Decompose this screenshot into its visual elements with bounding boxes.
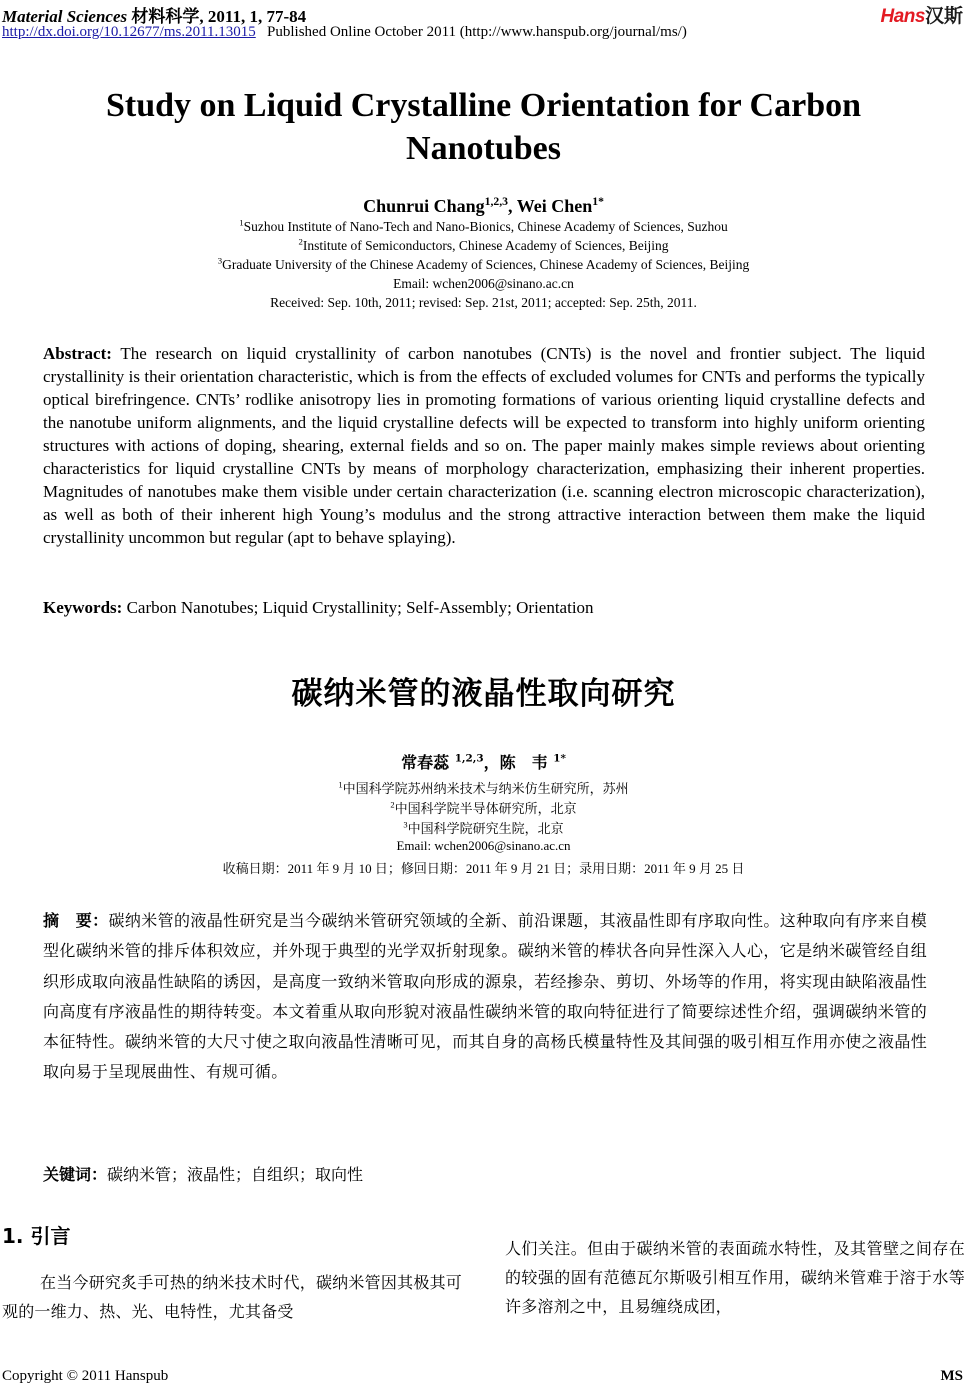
author-separator: , bbox=[508, 196, 517, 216]
doi-link[interactable]: http://dx.doi.org/10.12677/ms.2011.13015 bbox=[2, 24, 256, 40]
affil-text: Institute of Semiconductors, Chinese Academy of Sciences, Beijing bbox=[302, 238, 669, 253]
author-name: Wei Chen bbox=[516, 196, 593, 216]
affil-sup: 1 bbox=[239, 217, 244, 228]
author-name: Chunrui Chang bbox=[363, 196, 485, 216]
email: Email: wchen2006@sinano.ac.cn bbox=[393, 276, 574, 291]
journal-abbr: MS bbox=[940, 1368, 963, 1384]
author-list-cn bbox=[0, 750, 967, 773]
publisher-logo bbox=[881, 1, 963, 28]
affiliation bbox=[0, 257, 967, 273]
abstract-text-cn: 碳纳米管的液晶性研究是当今碳纳米管研究领域的全新、前沿课题，其液晶性即有序取向性。这种取向有序来自模型化碳纳米管的排斥体积效应，并外现于典型的光学双折射现象。碳纳米管的棒状各向异性深入人心，它是纳米碳管经自组织形成取向液晶性缺陷的诱因，是高度一致纳米管取向形成的源泉，若经掺杂、剪切、外场等的作用，将实现由缺陷液晶性向高度有序液晶性的期待转变。本文着重从取向形貌对液晶性碳纳米管的取向特征进行了简要综述性介绍，强调碳纳米管的本征特性。碳纳米管的大尺寸使之取向液晶性清晰可见，而其自身的高杨氏模量特性及其间强的吸引相互作用亦使之液晶性取向易于呈现展曲性、有规可循。 bbox=[43, 911, 927, 1082]
author-affil-sup: 1* bbox=[592, 195, 604, 208]
affil-text: 中国科学院半导体研究所，北京 bbox=[394, 801, 577, 816]
author-separator: ， bbox=[483, 753, 500, 772]
journal-name: Material Sciences bbox=[2, 7, 128, 26]
dates-cn: 收稿日期：2011 年 9 月 10 日；修回日期：2011 年 9 月 21 日；录用日期：2011 年 9 月 25 日 bbox=[222, 861, 745, 876]
affil-text: 中国科学院苏州纳米技术与纳米仿生研究所，苏州 bbox=[342, 781, 629, 796]
published-info: Published Online October 2011 (http://www.hanspub.org/journal/ms/) bbox=[267, 24, 687, 40]
abstract-text: The research on liquid crystallinity of carbon nanotubes (CNTs) is the novel and frontier subject. The liquid crystallinity is their orientation characteristic, which is from the effects of excluded volumes for CNTs and performs the typically optical birefringence. CNTs’ rodlike anisotropy lies in promoting formations of various orienting liquid crystalline defects and the nanotube uniform alignments, and the liquid crystalline defects will be expected to transform into highly uniform orienting structures with actions of doping, shearing, external fields and so on. The paper mainly makes simple reviews about orienting characteristics for liquid crystalline CNTs by means of morphology characterization, emphasizing their inherent properties. Magnitudes of nanotubes make them visible under certain characterization (i.e. scanning electron microscopic characterization), as well as both of their inherent high Young’s modulus and the strong attractive interaction between them make the liquid crystallinity uncommon but regular (apt to behave splaying). bbox=[43, 344, 925, 547]
abstract-label: Abstract: bbox=[43, 344, 112, 363]
paper-title: Study on Liquid Crystalline Orientation for Carbon Nanotubes bbox=[105, 87, 862, 167]
affil-sup: 1 bbox=[338, 779, 343, 790]
affiliation bbox=[0, 219, 967, 235]
copyright: Copyright © 2011 Hanspub bbox=[2, 1368, 169, 1384]
affiliation bbox=[0, 238, 967, 254]
doi-line bbox=[2, 24, 687, 41]
affil-sup: 3 bbox=[217, 255, 223, 266]
keywords-cn bbox=[43, 1162, 363, 1185]
keywords-label: Keywords: bbox=[43, 598, 123, 617]
abstract bbox=[43, 342, 925, 549]
affiliation-cn bbox=[0, 798, 967, 817]
affil-text: Suzhou Institute of Nano-Tech and Nano-Bionics, Chinese Academy of Sciences, Suzhou bbox=[243, 219, 728, 234]
keywords-text-cn: 碳纳米管；液晶性；自组织；取向性 bbox=[107, 1165, 364, 1184]
affil-text: 中国科学院研究生院，北京 bbox=[407, 821, 564, 836]
affil-sup: 3 bbox=[403, 819, 408, 830]
logo-cn: 汉斯 bbox=[924, 6, 963, 27]
affil-sup: 2 bbox=[390, 799, 395, 810]
abstract-cn bbox=[43, 906, 927, 1088]
author-list bbox=[0, 196, 967, 217]
dates: Received: Sep. 10th, 2011; revised: Sep. 21st, 2011; accepted: Sep. 25th, 2011. bbox=[270, 295, 697, 310]
affil-sup: 2 bbox=[298, 236, 303, 247]
keywords-text: Carbon Nanotubes; Liquid Crystallinity; Self-Assembly; Orientation bbox=[122, 598, 594, 617]
affiliation-cn bbox=[0, 818, 967, 837]
keywords-label-cn: 关键词： bbox=[43, 1165, 108, 1184]
keywords bbox=[43, 598, 594, 618]
section-heading: 1. 引言 bbox=[2, 1224, 71, 1248]
journal-name-cn: 材料科学 bbox=[131, 7, 200, 26]
affil-text: Graduate University of the Chinese Academy of Sciences, Chinese Academy of Sciences, Beijing bbox=[222, 257, 750, 272]
email-cn: Email: wchen2006@sinano.ac.cn bbox=[396, 838, 571, 853]
author-name-cn: 常春蕊 bbox=[401, 753, 450, 772]
body-column-right: 人们关注。但由于碳纳米管的表面疏水特性，及其管壁之间存在的较强的固有范德瓦尔斯吸引相互作用，碳纳米管难于溶于水等许多溶剂之中，且易缠绕成团， bbox=[505, 1239, 965, 1316]
author-affil-sup: 1* bbox=[553, 752, 566, 765]
paper-title-cn: 碳纳米管的液晶性取向研究 bbox=[291, 676, 676, 712]
abstract-label-cn: 摘 要： bbox=[43, 911, 109, 930]
author-affil-sup: 1,2,3 bbox=[484, 195, 509, 208]
journal-meta: , 2011, 1, 77-84 bbox=[199, 7, 307, 26]
author-name-cn: 陈 韦 bbox=[499, 753, 548, 772]
body-column-left: 在当今研究炙手可热的纳米技术时代，碳纳米管因其极其可观的一维力、热、光、电特性，尤其备受 bbox=[2, 1273, 462, 1321]
author-affil-sup: 1,2,3 bbox=[454, 752, 484, 765]
logo-en: Hans bbox=[880, 6, 925, 27]
affiliation-cn bbox=[0, 778, 967, 797]
